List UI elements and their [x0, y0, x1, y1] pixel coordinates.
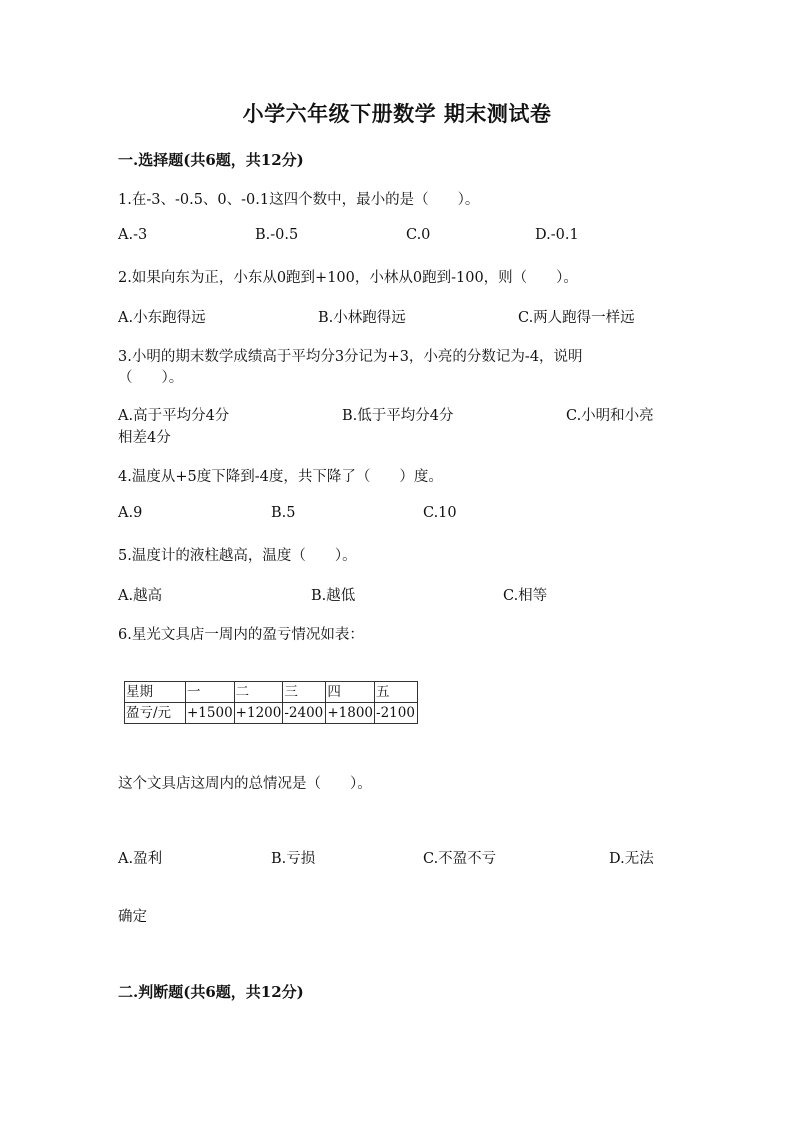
question-2-option-c: C.两人跑得一样远: [518, 310, 635, 326]
question-1-text: 1.在-3、-0.5、0、-0.1这四个数中，最小的是（ ）。: [118, 192, 480, 208]
question-1-option-b: B.-0.5: [255, 227, 299, 243]
table-cell: +1800: [326, 703, 375, 724]
table-cell: 盈亏/元: [125, 703, 186, 724]
table-header-cell: 三: [283, 682, 326, 703]
question-6-option-d: D.无法: [609, 851, 654, 867]
question-4-option-a: A.9: [118, 505, 143, 521]
question-4-option-c: C.10: [423, 505, 457, 521]
question-1-option-a: A.-3: [118, 227, 148, 243]
question-6-followup: 这个文具店这周内的总情况是（ ）。: [118, 776, 372, 792]
section-heading-multiple-choice: 一.选择题(共6题，共12分): [118, 151, 304, 169]
question-2-option-b: B.小林跑得远: [318, 310, 406, 326]
table-cell: +1200: [234, 703, 283, 724]
question-3-option-a: A.高于平均分4分: [118, 408, 230, 424]
question-2-option-a: A.小东跑得远: [118, 310, 206, 326]
question-2-text: 2.如果向东为正，小东从0跑到+100，小林从0跑到-100，则（ ）。: [118, 270, 578, 286]
profit-loss-table: [124, 681, 418, 724]
question-6-option-d-continuation: 确定: [118, 909, 147, 925]
table-header-cell: 二: [234, 682, 283, 703]
question-4-text: 4.温度从+5度下降到-4度，共下降了（ ）度。: [118, 469, 443, 485]
question-6-text: 6.星光文具店一周内的盈亏情况如表：: [118, 627, 364, 643]
table-cell: -2400: [283, 703, 326, 724]
question-1-option-c: C.0: [406, 227, 431, 243]
table-cell: -2100: [375, 703, 418, 724]
question-3-option-c: C.小明和小亮: [566, 408, 654, 424]
table-header-cell: 四: [326, 682, 375, 703]
question-5-option-a: A.越高: [118, 588, 163, 604]
section-heading-true-false: 二.判断题(共6题，共12分): [118, 983, 304, 1001]
table-header-cell: 星期: [125, 682, 186, 703]
question-3-option-c-continuation: 相差4分: [118, 430, 171, 446]
question-5-text: 5.温度计的液柱越高，温度（ ）。: [118, 548, 357, 564]
question-5-option-b: B.越低: [311, 588, 356, 604]
question-3-text-line1: 3.小明的期末数学成绩高于平均分3分记为+3，小亮的分数记为-4，说明: [118, 349, 583, 365]
question-3-text-line2: （ ）。: [118, 370, 184, 386]
question-4-option-b: B.5: [271, 505, 296, 521]
question-3-option-b: B.低于平均分4分: [342, 408, 454, 424]
page-title: 小学六年级下册数学 期末测试卷: [242, 101, 552, 126]
question-1-option-d: D.-0.1: [535, 227, 579, 243]
table-cell: +1500: [186, 703, 235, 724]
question-6-option-c: C.不盈不亏: [423, 851, 497, 867]
question-6-option-b: B.亏损: [271, 851, 316, 867]
table-header-row: [125, 682, 418, 703]
table-header-cell: 一: [186, 682, 235, 703]
table-row: [125, 703, 418, 724]
table-header-cell: 五: [375, 682, 418, 703]
question-6-option-a: A.盈利: [118, 851, 163, 867]
question-5-option-c: C.相等: [503, 588, 548, 604]
